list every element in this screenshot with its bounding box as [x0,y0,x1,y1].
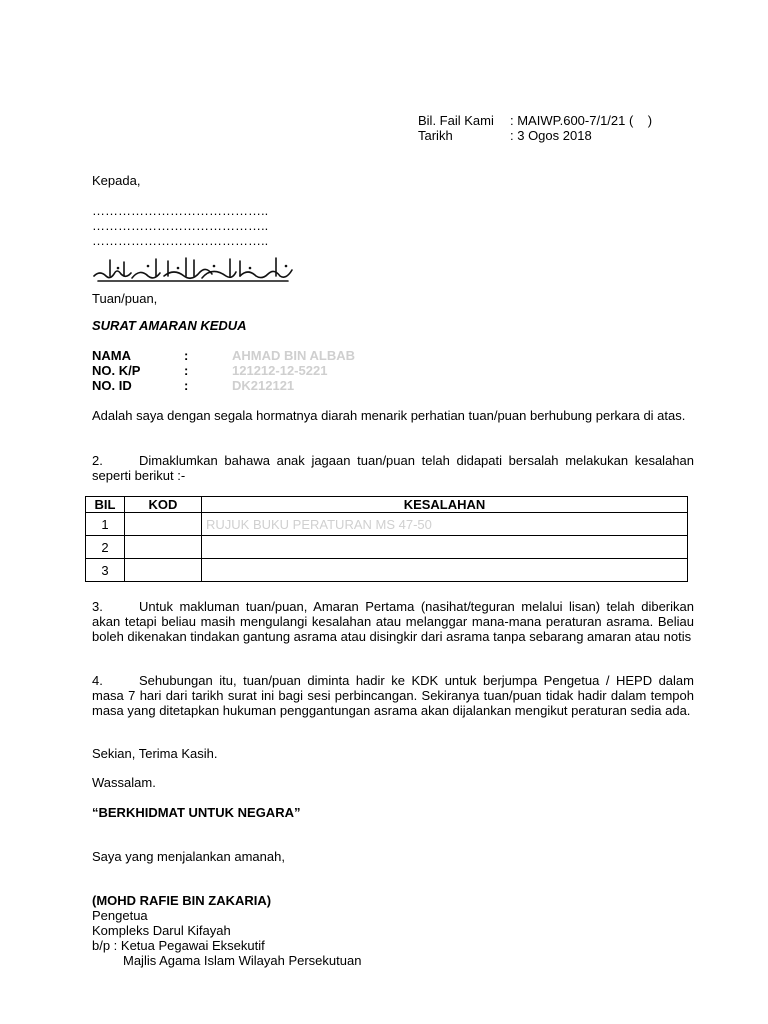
trust-statement: Saya yang menjalankan amanah, [92,849,285,864]
name-label: NAMA [92,348,131,363]
ic-colon: : [184,363,189,378]
paragraph-3 [92,599,694,644]
date-label: Tarikh [418,128,453,143]
salutation: Tuan/puan, [92,291,158,306]
paragraph-4 [92,673,694,718]
paragraph-4-number: 4. [92,673,103,688]
table-header-row [86,497,688,513]
file-ref-label: Bil. Fail Kami [418,113,494,128]
paragraph-2-text: Dimaklumkan bahawa anak jagaan tuan/puan telah didapati bersalah melakukan kesalahan seperti berikut :- [92,453,694,483]
header-kesalahan: KESALAHAN [202,497,688,513]
row-kesalahan [202,559,688,582]
header-bil: BIL [86,497,125,513]
paragraph-2-number: 2. [92,453,103,468]
name-colon: : [184,348,189,363]
signatory-name: (MOHD RAFIE BIN ZAKARIA) [92,893,272,908]
closing-wassalam: Wassalam. [92,775,156,790]
offences-table [85,496,688,582]
row-kod [125,559,202,582]
paragraph-3-number: 3. [92,599,103,614]
address-line: ………………………………….. [92,203,269,218]
paragraph-2 [92,453,694,483]
signatory-organization: Kompleks Darul Kifayah [92,923,231,938]
paragraph-4-text: Sehubungan itu, tuan/puan diminta hadir ke KDK untuk berjumpa Pengetua / HEPD dalam masa 7 hari dari tarikh surat ini bagi sesi perbincangan. Sekiranya tuan/puan tidak hadir dalam tempoh masa yang ditetapkan hukuman penggantungan asrama akan dijalankan mengikut peraturan sedia ada. [92,673,694,718]
student-id-row [92,378,355,393]
recipient-address-lines [92,203,268,248]
file-ref-value: : MAIWP.600-7/1/21 ( ) [510,113,653,128]
header-kod: KOD [125,497,202,513]
paragraph-3-text: Untuk makluman tuan/puan, Amaran Pertama (nasihat/teguran melalui lisan) telah diberikan akan tetapi beliau masih mengulangi kesalahan atau melanggar mana-mana peraturan asrama. Beliau boleh dikenakan tindakan gantung asrama atau disingkir dari asrama tanpa sebarang amaran atau notis [92,599,694,644]
id-colon: : [184,378,189,393]
row-bil: 1 [86,513,125,536]
student-details [92,348,355,393]
motto: “BERKHIDMAT UNTUK NEGARA” [92,805,301,820]
date-value: : 3 Ogos 2018 [510,128,592,143]
id-label: NO. ID [92,378,132,393]
signatory-bp: b/p : Ketua Pegawai Eksekutif [92,938,265,953]
ic-label: NO. K/P [92,363,141,378]
signatory-bp-organization: Majlis Agama Islam Wilayah Persekutuan [123,953,362,968]
row-kesalahan [202,536,688,559]
closing-thanks: Sekian, Terima Kasih. [92,746,218,761]
salam-calligraphy [90,254,300,284]
name-value: AHMAD BIN ALBAB [232,348,356,363]
student-ic-row [92,363,355,378]
letter-subject: SURAT AMARAN KEDUA [92,318,247,333]
ic-value: 121212-12-5221 [232,363,328,378]
table-row [86,559,688,582]
address-line: ………………………………….. [92,218,269,233]
table-row [86,536,688,559]
paragraph-1: Adalah saya dengan segala hormatnya diarah menarik perhatian tuan/puan berhubung perkara di atas. [92,408,686,423]
file-ref-row [418,113,652,128]
date-row [418,128,652,143]
reference-block [418,113,652,143]
signatory-block [92,893,361,968]
row-kod [125,513,202,536]
student-name-row [92,348,355,363]
table-row [86,513,688,536]
address-line: ………………………………….. [92,233,269,248]
row-kod [125,536,202,559]
signatory-title: Pengetua [92,908,148,923]
id-value: DK212121 [232,378,295,393]
row-bil: 3 [86,559,125,582]
recipient-label: Kepada, [92,173,141,188]
row-kesalahan: RUJUK BUKU PERATURAN MS 47-50 [202,513,688,536]
row-bil: 2 [86,536,125,559]
